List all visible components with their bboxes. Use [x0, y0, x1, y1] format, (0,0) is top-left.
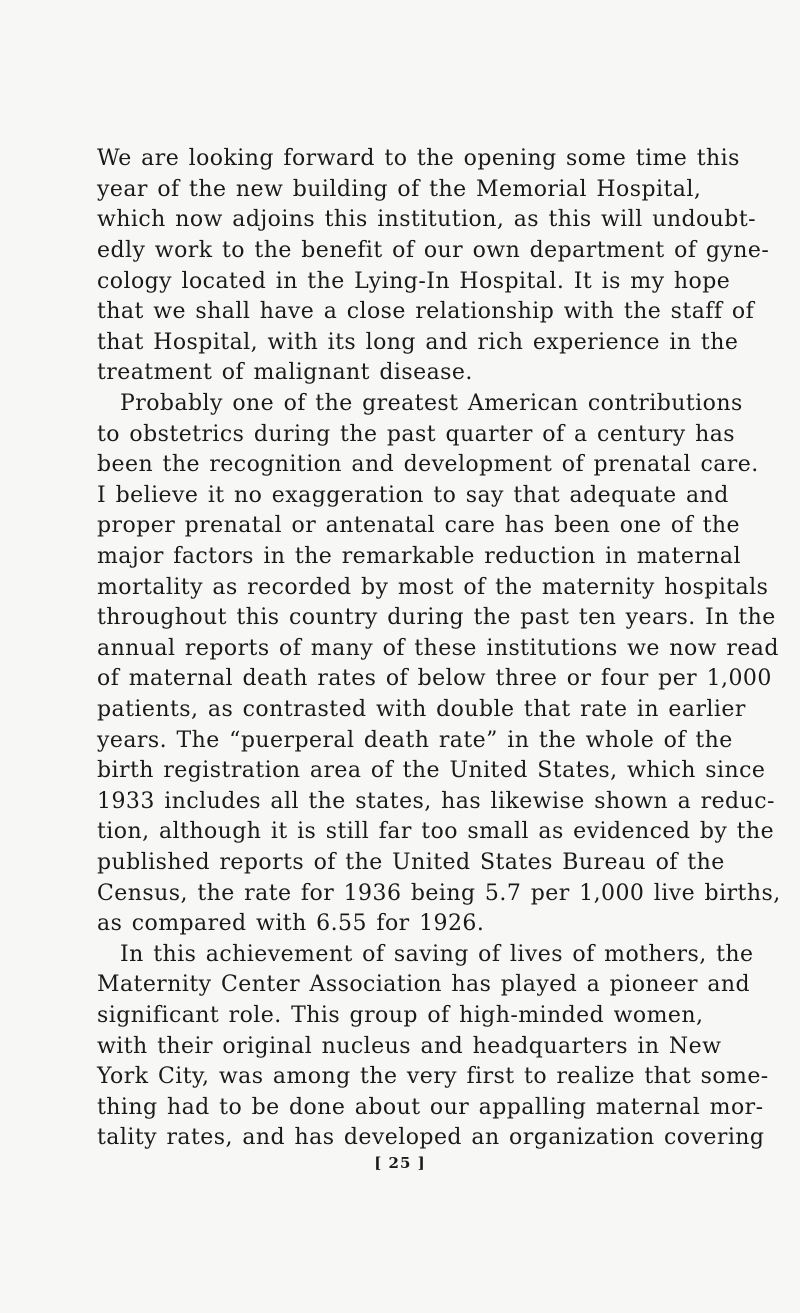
- text-line: birth registration area of the United States, which since: [97, 758, 766, 783]
- text-line: treatment of malignant disease.: [97, 360, 473, 385]
- text-line: years. The “puerperal death rate” in the whole of the: [97, 728, 733, 753]
- text-line: 1933 includes all the states, has likewise shown a reduc-: [97, 789, 775, 814]
- text-line: I believe it no exaggeration to say that adequate and: [97, 483, 729, 508]
- text-line: with their original nucleus and headquarters in New: [97, 1034, 722, 1059]
- text-line: Probably one of the greatest American contributions: [120, 391, 743, 416]
- text-line: as compared with 6.55 for 1926.: [97, 911, 485, 936]
- text-line: We are looking forward to the opening some time this: [97, 146, 740, 171]
- text-line: been the recognition and development of prenatal care.: [97, 452, 759, 477]
- text-line: In this achievement of saving of lives of mothers, the: [120, 942, 754, 967]
- text-line: that we shall have a close relationship with the staff of: [97, 299, 755, 324]
- text-line: of maternal death rates of below three or four per 1,000: [97, 666, 772, 691]
- text-line: edly work to the benefit of our own department of gyne-: [97, 238, 770, 263]
- text-line: mortality as recorded by most of the maternity hospitals: [97, 575, 769, 600]
- text-line: published reports of the United States Bureau of the: [97, 850, 725, 875]
- text-line: annual reports of many of these institutions we now read: [97, 636, 779, 661]
- text-line: cology located in the Lying-In Hospital. It is my hope: [97, 269, 731, 294]
- text-line: Maternity Center Association has played a pioneer and: [97, 972, 751, 997]
- text-line: throughout this country during the past ten years. In the: [97, 605, 776, 630]
- text-line: tality rates, and has developed an organization covering: [97, 1125, 765, 1150]
- text-line: year of the new building of the Memorial Hospital,: [97, 177, 702, 202]
- text-line: significant role. This group of high-minded women,: [97, 1003, 704, 1028]
- page-number: [ 25 ]: [374, 1154, 426, 1172]
- text-line: that Hospital, with its long and rich experience in the: [97, 330, 739, 355]
- text-line: major factors in the remarkable reduction in maternal: [97, 544, 741, 569]
- text-line: York City, was among the very first to realize that some-: [97, 1064, 769, 1089]
- text-line: thing had to be done about our appalling maternal mor-: [97, 1095, 764, 1120]
- text-line: tion, although it is still far too small as evidenced by the: [97, 819, 775, 844]
- text-line: which now adjoins this institution, as this will undoubt-: [97, 207, 757, 232]
- text-line: patients, as contrasted with double that rate in earlier: [97, 697, 746, 722]
- text-line: proper prenatal or antenatal care has been one of the: [97, 513, 741, 538]
- text-line: to obstetrics during the past quarter of a century has: [97, 422, 736, 447]
- text-line: Census, the rate for 1936 being 5.7 per 1,000 live births,: [97, 881, 781, 906]
